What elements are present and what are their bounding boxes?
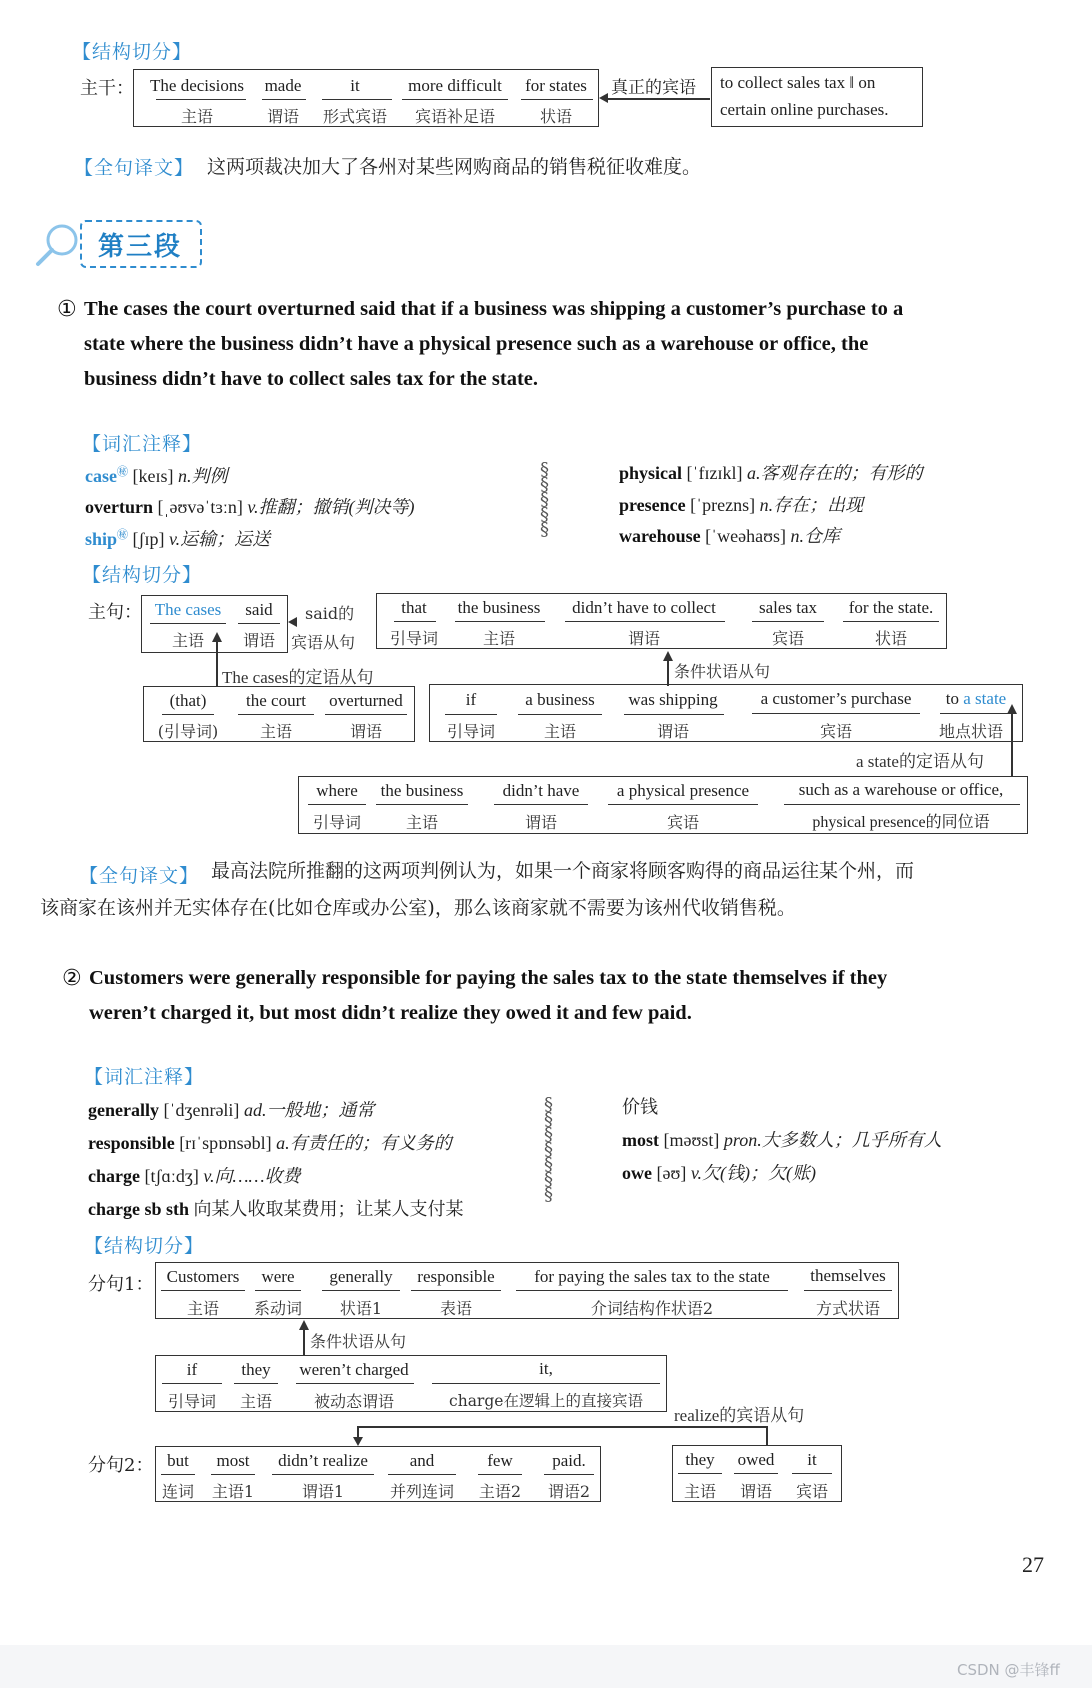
cell-word (934, 689, 1018, 709)
real-object-line2: certain online purchases. (720, 100, 889, 119)
cell-word: if (186, 1360, 198, 1379)
said-object-label: 宾语从句 (291, 633, 356, 652)
cell-word: for states (525, 76, 587, 95)
sentence-line: Customers were generally responsible for paying the sales tax to the state themselves if they (89, 967, 888, 989)
cell-role: 主语 (180, 107, 213, 126)
cell-role: 表语 (439, 1299, 472, 1318)
cell-role: (引导词) (157, 722, 219, 741)
vocab-entry (85, 493, 415, 519)
cell-word: The cases (154, 600, 222, 619)
said-object-label: said的 (305, 604, 355, 623)
vocab-phonetic: [ˈdʒenrəli] (163, 1100, 240, 1120)
vocab-entry (85, 462, 227, 488)
cell-role: 宾语补足语 (414, 107, 495, 126)
cell-word: paid. (552, 1451, 586, 1470)
cell-role: 主语2 (478, 1482, 522, 1501)
cell-word: (that) (169, 691, 207, 710)
cell-role: 主语 (186, 1299, 219, 1318)
vocab-word: owe (622, 1163, 652, 1183)
vocab-definition: ad.一般地；通常 (243, 1100, 375, 1120)
vocab-definition: a.有责任的；有义务的 (276, 1133, 452, 1153)
cell-role: 宾语 (771, 629, 804, 648)
vocab-phonetic: [ˈweəhaʊs] (705, 526, 787, 546)
cell-word: they (685, 1450, 715, 1469)
vocab-phonetic: [ˌəʊvəˈtɜːn] (157, 497, 243, 517)
cell-word: they (241, 1360, 271, 1379)
cell-word: generally (329, 1267, 393, 1286)
vocab-phonetic: [məʊst] (663, 1130, 720, 1150)
cell-word: themselves (810, 1266, 886, 1285)
cell-word: more difficult (408, 76, 502, 95)
cell-word: weren’t charged (299, 1360, 409, 1379)
vocab-definition: v.推翻；撤销(判决等) (247, 497, 415, 517)
vocab-entry (619, 522, 840, 548)
vocab-word: charge (88, 1166, 140, 1186)
sentence-line: state where the business didn’t have a physical presence such as a warehouse or office, the (84, 333, 869, 355)
sentence-line: weren’t charged it, but most didn’t realize they owed it and few paid. (89, 1002, 692, 1024)
arrow-up-icon (212, 632, 222, 642)
cell-word: for paying the sales tax to the state (534, 1267, 770, 1286)
cell-word: where (316, 781, 358, 800)
vocab-phonetic: [ˈfɪzɪkl] (686, 463, 743, 483)
arrow-up-icon (299, 1320, 309, 1330)
cell-role: 主语 (259, 722, 292, 741)
cell-role: 主语 (405, 813, 438, 832)
cell-role: 主语 (683, 1482, 716, 1501)
vocab-definition: 向某人收取某费用；让某人支付某 (193, 1199, 464, 1219)
vocab-entry (88, 1129, 452, 1155)
watermark: CSDN @丰锋ff (957, 1661, 1060, 1679)
vocab-definition: n.存在；出现 (759, 495, 864, 515)
cell-word: didn’t realize (278, 1451, 368, 1470)
cell-word: were (261, 1267, 295, 1286)
cell-role: 谓语 (656, 722, 689, 741)
cell-word: such as a warehouse or office, (798, 780, 1004, 799)
cell-word: responsible (417, 1267, 495, 1286)
cell-word: a customer’s purchase (760, 689, 912, 708)
cell-role: 状语1 (339, 1299, 383, 1318)
cell-role: charge在逻辑上的直接宾语 (449, 1392, 643, 1410)
translation-text: 该商家在该州并无实体存在(比如仓库或办公室)，那么该商家就不需要为该州代收销售税。 (40, 897, 796, 919)
vocab-entry (88, 1096, 374, 1122)
real-object-line1: to collect sales tax ‖ on (720, 73, 876, 92)
cell-role: 谓语 (627, 629, 660, 648)
translation-header: 【全句译文】 (79, 865, 200, 887)
clause1-label: 分句1： (88, 1274, 154, 1295)
cell-word: was shipping (628, 690, 718, 709)
vocab-word: generally (88, 1100, 159, 1120)
vocab-word: physical (619, 463, 683, 483)
cell-role: 被动态谓语 (313, 1392, 394, 1411)
cell-role: 宾语 (819, 722, 852, 741)
cell-role: 主语 (543, 722, 576, 741)
cell-word: the business (380, 781, 464, 800)
cell-role: 引导词 (446, 722, 495, 741)
cell-word: the court (246, 691, 306, 710)
vocab-definition: n.判例 (177, 466, 228, 486)
vocab-definition: n.仓库 (790, 526, 841, 546)
translation-text: 这两项裁决加大了各州对某些网购商品的销售税征收难度。 (207, 156, 702, 178)
arrow-up-icon (663, 651, 673, 661)
structure-header: 【结构切分】 (84, 1235, 205, 1257)
cell-role: 主语 (482, 629, 515, 648)
vocab-header: 【词汇注释】 (82, 433, 203, 455)
cell-word: didn’t have (502, 781, 580, 800)
vocab-definition: 价钱 (622, 1097, 658, 1117)
vocab-word: warehouse (619, 526, 701, 546)
vocab-entry (619, 459, 923, 485)
cell-role: 谓语 (524, 813, 557, 832)
sentence-number: ① (57, 297, 77, 322)
footer-band (0, 1645, 1092, 1688)
vocab-definition: v.欠(钱)；欠(账) (690, 1163, 816, 1183)
vocab-word: most (622, 1130, 659, 1150)
vocab-entry (619, 491, 863, 517)
cell-word: for the state. (848, 598, 934, 617)
cell-role: 形式宾语 (322, 107, 387, 126)
structure-header: 【结构切分】 (82, 564, 203, 586)
clause2-label: 分句2： (88, 1455, 154, 1476)
cell-word: it (350, 76, 360, 95)
main-clause-label: 主句： (88, 602, 142, 623)
vocab-phonetic: [tʃɑːdʒ] (144, 1166, 199, 1186)
cell-word: a physical presence (616, 781, 750, 800)
arrow-left-icon (288, 617, 297, 627)
vocab-header: 【词汇注释】 (84, 1066, 205, 1088)
arrow-up-icon (1007, 704, 1017, 714)
cell-role: 主语 (171, 631, 204, 650)
vocab-word: responsible (88, 1133, 175, 1153)
wavy-divider: § § § § § (540, 459, 549, 540)
sentence-line: The cases the court overturned said that if a business was shipping a customer’s purchase to a (84, 298, 904, 320)
cell-role: 主语 (239, 1392, 272, 1411)
vocab-entry (622, 1093, 658, 1119)
trunk-label: 主干： (80, 78, 134, 99)
vocab-entry (85, 525, 270, 551)
translation-text: 最高法院所推翻的这两项判例认为，如果一个商家将顾客购得的商品运往某个州，而 (211, 860, 915, 882)
cell-word: made (264, 76, 302, 95)
cell-word: The decisions (150, 76, 244, 95)
cell-word: the business (457, 598, 541, 617)
vocab-phonetic: [keɪs] (132, 466, 174, 486)
cell-word: most (216, 1451, 250, 1470)
translation-header: 【全句译文】 (74, 157, 195, 179)
key-mark-icon: ㊙ (116, 466, 128, 478)
cell-role: 宾语 (666, 813, 699, 832)
state-relative-label: a state的定语从句 (856, 752, 984, 771)
cell-role: 谓语 (739, 1482, 772, 1501)
wavy-divider: § § § § § § § (544, 1094, 553, 1205)
vocab-entry (622, 1159, 816, 1185)
vocab-word: charge sb sth (88, 1199, 190, 1219)
page-number: 27 (1022, 1552, 1044, 1577)
cell-role: 系动词 (253, 1299, 302, 1318)
vocab-phonetic: [ʃɪp] (132, 529, 165, 549)
vocab-definition: v.运输；运送 (169, 529, 271, 549)
cell-role: 方式状语 (815, 1299, 880, 1318)
sentence-line: business didn’t have to collect sales tax for the state. (84, 368, 539, 390)
vocab-definition: v.向……收费 (203, 1166, 301, 1186)
realize-object-label: realize的宾语从句 (674, 1406, 805, 1425)
cell-role: 谓语 (266, 107, 299, 126)
cell-role: 谓语1 (301, 1482, 345, 1501)
vocab-word: overturn (85, 497, 153, 517)
cell-role: 宾语 (795, 1482, 828, 1501)
cell-role: 并列连词 (389, 1482, 454, 1501)
cell-role: 引导词 (389, 629, 438, 648)
to-word: to (945, 689, 960, 708)
arrow-left-icon (599, 93, 608, 103)
section-title: 第三段 (98, 232, 183, 262)
magnifier-icon (32, 222, 82, 268)
cell-word: said (245, 600, 273, 619)
condition-clause-label: 条件状语从句 (310, 1332, 407, 1351)
vocab-word: presence (619, 495, 686, 515)
vocab-word: case (85, 466, 117, 486)
condition-clause-label: 条件状语从句 (674, 662, 771, 681)
a-state-word: a state (963, 689, 1007, 708)
cell-role: 连词 (161, 1482, 194, 1501)
cell-word: didn’t have to collect (572, 598, 716, 617)
cell-word: if (465, 690, 477, 709)
vocab-phonetic: [əʊ] (656, 1163, 687, 1183)
cell-role: 谓语2 (547, 1482, 591, 1501)
vocab-entry (88, 1162, 301, 1188)
vocab-phonetic: [ˈprezns] (690, 495, 756, 515)
cell-word: Customers (166, 1267, 240, 1286)
cell-role: 地点状语 (938, 722, 1003, 741)
arrow-down-icon (353, 1437, 363, 1446)
cell-word: that (401, 598, 427, 617)
cell-role: 谓语 (349, 722, 382, 741)
relative-clause-label: The cases的定语从句 (222, 668, 374, 687)
vocab-definition: pron.大多数人；几乎所有人 (723, 1130, 942, 1150)
cell-word: but (167, 1451, 189, 1470)
cell-word: overturned (329, 691, 403, 710)
cell-role: 介词结构作状语2 (590, 1299, 714, 1318)
vocab-word: ship (85, 529, 118, 549)
sentence-number: ② (62, 966, 82, 991)
structure-header: 【结构切分】 (72, 41, 193, 63)
cell-word: a business (525, 690, 595, 709)
cell-word: few (487, 1451, 513, 1470)
cell-role: 引导词 (312, 813, 361, 832)
key-mark-icon: ㊙ (117, 529, 129, 541)
real-object-label: 真正的宾语 (611, 78, 696, 98)
cell-role: physical presence的同位语 (812, 814, 990, 831)
vocab-entry (622, 1126, 942, 1152)
cell-word: and (409, 1451, 435, 1470)
cell-role: 谓语 (242, 631, 275, 650)
cell-word: owed (737, 1450, 775, 1469)
cell-role: 引导词 (167, 1392, 216, 1411)
cell-word: it, (539, 1359, 553, 1378)
cell-word: it (807, 1450, 817, 1469)
cell-role: 状语 (539, 107, 572, 126)
vocab-phonetic: [rɪˈspɒnsəbl] (179, 1133, 272, 1153)
cell-role: 主语1 (211, 1482, 255, 1501)
vocab-entry (88, 1195, 464, 1221)
vocab-definition: a.客观存在的；有形的 (747, 463, 923, 483)
cell-word: sales tax (758, 598, 818, 617)
cell-role: 状语 (874, 629, 907, 648)
